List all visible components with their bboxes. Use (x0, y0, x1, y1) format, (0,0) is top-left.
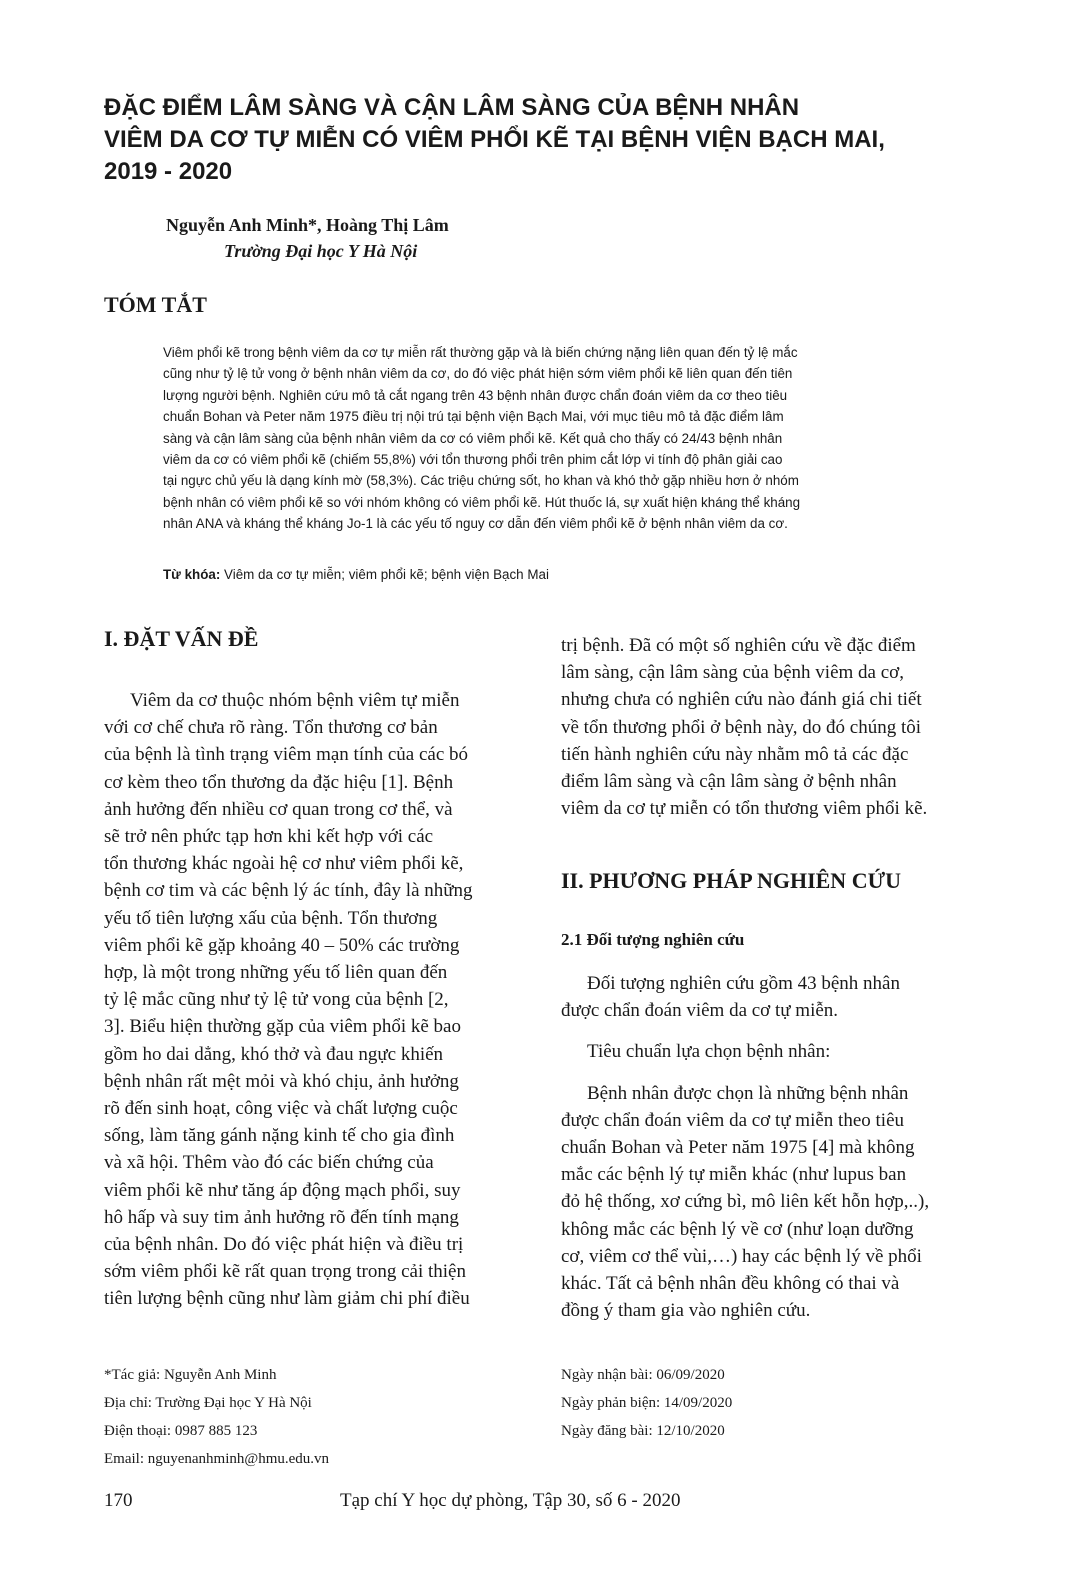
body-line: sớm viêm phổi kẽ rất quan trọng trong cải thiện (104, 1261, 466, 1283)
body-line: tiên lượng bệnh cũng như làm giảm chi phí điều (104, 1288, 470, 1310)
body-line: được chẩn đoán viêm da cơ tự miễn. (561, 1000, 839, 1022)
body-line: nhưng chưa có nghiên cứu nào đánh giá chi tiết (561, 689, 922, 711)
body-line: của bệnh là tình trạng viêm mạn tính của các bó (104, 744, 469, 766)
footnote-line: Email: nguyenanhminh@hmu.edu.vn (104, 1451, 330, 1467)
footnote-line: *Tác giả: Nguyễn Anh Minh (104, 1367, 277, 1383)
body-line: bệnh cơ tim và các bệnh lý ác tính, đây là những (104, 880, 473, 902)
body-line: trị bệnh. Đã có một số nghiên cứu về đặc điểm (561, 635, 916, 656)
left-column (104, 687, 536, 1313)
keywords (163, 565, 549, 585)
title-line: 2019 - 2020 (104, 158, 233, 185)
footnote-line: Địa chỉ: Trường Đại học Y Hà Nội (104, 1395, 312, 1411)
body-line: sẽ trở nên phức tạp hơn khi kết hợp với các (104, 826, 434, 848)
page-number: 170 (104, 1490, 133, 1511)
section-2-heading: II. PHƯƠNG PHÁP NGHIÊN CỨU (561, 868, 901, 893)
abstract-line: tại ngực chủ yếu là dạng kính mờ (58,3%). Các triệu chứng sốt, ho khan và khó thở gặp nhiều hơn ở nhóm (163, 473, 799, 489)
abstract-text (163, 342, 993, 535)
body-line: cơ kèm theo tổn thương da đặc hiệu [1]. Bệnh (104, 771, 454, 793)
body-line: về tổn thương phổi ở bệnh này, do đó chúng tôi (561, 716, 922, 738)
body-line: đồng ý tham gia vào nghiên cứu. (561, 1300, 811, 1322)
body-line: tổn thương khác ngoài hệ cơ như viêm phổi kẽ, (104, 853, 464, 875)
paragraph (561, 1080, 993, 1325)
abstract-line: lượng người bệnh. Nghiên cứu mô tả cắt ngang trên 43 bệnh nhân được chẩn đoán viêm da cơ theo tiêu (163, 387, 788, 403)
title-line: VIÊM DA CƠ TỰ MIỄN CÓ VIÊM PHỔI KẼ TẠI BỆNH VIỆN BẠCH MAI, (104, 126, 885, 153)
abstract-line: nhân ANA và kháng thể kháng Jo-1 là các yếu tố nguy cơ dẫn đến viêm phổi kẽ ở bệnh nhân viêm da cơ. (163, 516, 788, 532)
article-title (104, 92, 984, 188)
subsection-2-1-heading: 2.1 Đối tượng nghiên cứu (561, 930, 745, 949)
footnote-line: Ngày phản biện: 14/09/2020 (561, 1395, 733, 1411)
abstract-line: viêm da cơ có viêm phổi kẽ (chiếm 55,8%) với tổn thương phổi trên phim cắt lớp vi tính độ phân giải cao (163, 452, 783, 468)
body-line: được chẩn đoán viêm da cơ tự miễn theo tiêu (561, 1109, 905, 1131)
author-footnote (104, 1361, 329, 1473)
body-line: viêm phổi kẽ gặp khoảng 40 – 50% các trường (104, 934, 460, 956)
keywords-list: Viêm da cơ tự miễn; viêm phổi kẽ; bệnh viện Bạch Mai (220, 567, 549, 582)
body-line: Viêm da cơ thuộc nhóm bệnh viêm tự miễn (130, 690, 460, 711)
keywords-label: Từ khóa: (163, 567, 221, 582)
body-line: bệnh nhân rất mệt mỏi và khó chịu, ảnh hưởng (104, 1070, 459, 1092)
body-line: cơ, viêm cơ thể vùi,…) hay các bệnh lý về phổi (561, 1245, 922, 1267)
authors: Nguyễn Anh Minh*, Hoàng Thị Lâm (166, 215, 449, 235)
abstract-heading: TÓM TẮT (104, 292, 207, 317)
affiliation: Trường Đại học Y Hà Nội (224, 241, 418, 261)
body-line: lâm sàng, cận lâm sàng của bệnh viêm da cơ, (561, 662, 904, 684)
body-line: tiến hành nghiên cứu này nhằm mô tả các đặc (561, 743, 909, 765)
right-column-methods (561, 970, 993, 1338)
body-line: Tiêu chuẩn lựa chọn bệnh nhân: (587, 1041, 831, 1063)
body-line: rõ đến sinh hoạt, công việc và chất lượng cuộc (104, 1098, 458, 1120)
journal-info: Tạp chí Y học dự phòng, Tập 30, số 6 - 2020 (340, 1490, 681, 1511)
body-line: tỷ lệ mắc cũng như tỷ lệ tử vong của bệnh [2, (104, 989, 449, 1011)
section-1-heading: I. ĐẶT VẤN ĐỀ (104, 626, 259, 651)
right-column-intro (561, 632, 993, 822)
body-line: viêm phổi kẽ như tăng áp động mạch phổi, suy (104, 1179, 461, 1201)
body-line: mắc các bệnh lý tự miễn khác (như lupus ban (561, 1164, 907, 1186)
footnote-line: Ngày đăng bài: 12/10/2020 (561, 1423, 725, 1439)
body-line: viêm da cơ tự miễn có tổn thương viêm phổi kẽ. (561, 798, 928, 820)
body-line: với cơ chế chưa rõ ràng. Tổn thương cơ bản (104, 717, 438, 739)
abstract-line: bệnh nhân có viêm phổi kẽ so với nhóm không có viêm phổi kẽ. Hút thuốc lá, sự xuất hiện kháng thể kháng (163, 494, 801, 510)
title-line: ĐẶC ĐIỂM LÂM SÀNG VÀ CẬN LÂM SÀNG CỦA BỆNH NHÂN (104, 94, 800, 121)
dates-footnote (561, 1361, 732, 1445)
paragraph (561, 970, 993, 1024)
body-line: đỏ hệ thống, xơ cứng bì, mô liên kết hỗn hợp,..), (561, 1191, 930, 1213)
abstract-line: chuẩn Bohan và Peter năm 1975 điều trị nội trú tại bệnh viện Bạch Mai, với mục tiêu mô tả đặc điểm lâm (163, 409, 784, 425)
body-line: chuẩn Bohan và Peter năm 1975 [4] mà không (561, 1137, 915, 1159)
body-line: yếu tố tiên lượng xấu của bệnh. Tổn thương (104, 907, 438, 929)
abstract-line: Viêm phổi kẽ trong bệnh viêm da cơ tự miễn rất thường gặp và là biến chứng nặng liên quan đến tỷ lệ mắc (163, 345, 798, 360)
body-line: điểm lâm sàng và cận lâm sàng ở bệnh nhân (561, 771, 897, 793)
body-line: của bệnh nhân. Do đó việc phát hiện và điều trị (104, 1234, 464, 1256)
footnote-line: Ngày nhận bài: 06/09/2020 (561, 1367, 725, 1383)
body-line: và xã hội. Thêm vào đó các biến chứng của (104, 1152, 434, 1174)
body-line: không mắc các bệnh lý về cơ (như loạn dưỡng (561, 1218, 914, 1240)
body-line: Đối tượng nghiên cứu gồm 43 bệnh nhân (587, 973, 900, 994)
body-line: sống, làm tăng gánh nặng kinh tế cho gia đình (104, 1125, 455, 1147)
footnote-line: Điện thoại: 0987 885 123 (104, 1423, 258, 1439)
body-line: gồm ho dai dẳng, khó thở và đau ngực khiến (104, 1043, 444, 1065)
body-line: 3]. Biểu hiện thường gặp của viêm phổi kẽ bao (104, 1016, 461, 1038)
body-line: khác. Tất cả bệnh nhân đều không có thai và (561, 1273, 900, 1295)
body-line: hô hấp và suy tim ảnh hưởng rõ đến tính mạng (104, 1206, 459, 1228)
paragraph (561, 1038, 993, 1065)
abstract-line: cũng như tỷ lệ tử vong ở bệnh nhân viêm da cơ, do đó việc phát hiện sớm viêm phổi kẽ liên quan đến tiên (163, 366, 793, 382)
body-line: Bệnh nhân được chọn là những bệnh nhân (587, 1082, 909, 1104)
abstract-line: sàng và cận lâm sàng của bệnh nhân viêm da cơ có viêm phổi kẽ. Kết quả cho thấy có 24/43 bệnh nhân (163, 430, 783, 446)
body-line: hợp, là một trong những yếu tố liên quan đến (104, 962, 448, 984)
body-line: ảnh hưởng đến nhiều cơ quan trong cơ thể, và (104, 798, 453, 820)
